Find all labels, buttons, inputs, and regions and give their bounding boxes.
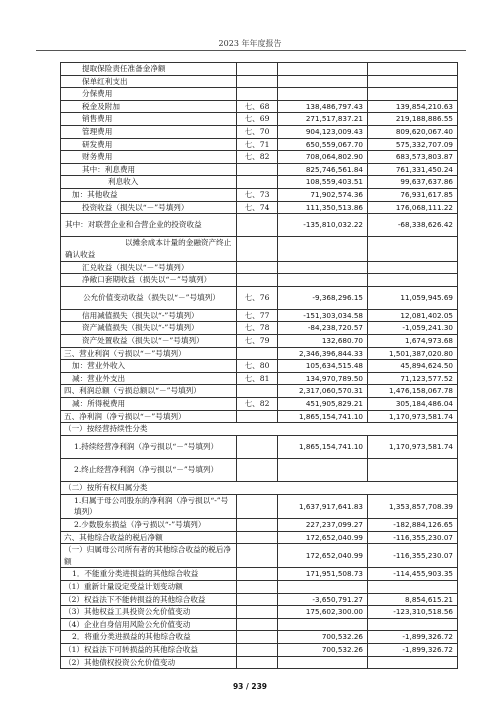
- row-current-amount: -151,303,034.58: [278, 309, 368, 322]
- row-item-label: 销售费用: [61, 113, 237, 126]
- row-item-label: 六、其他综合收益的税后净额: [61, 531, 237, 544]
- row-note-ref: [237, 518, 278, 531]
- row-item-label: （3）其他权益工具投资公允价值变动: [61, 606, 237, 619]
- row-prior-amount: [368, 261, 458, 274]
- table-row: [61, 347, 458, 360]
- row-item-label: 加：营业外收入: [61, 360, 237, 373]
- table-row: [61, 335, 458, 348]
- row-note-ref: [237, 631, 278, 644]
- row-item-label: 五、净利润（净亏损以“－”号填列）: [61, 410, 237, 423]
- row-prior-amount: 1,170,973,581.74: [368, 435, 458, 458]
- table-row: [61, 176, 458, 189]
- row-item-label: （4）企业自身信用风险公允价值变动: [61, 618, 237, 631]
- row-note-ref: 七、82: [237, 398, 278, 411]
- row-note-ref: 七、80: [237, 360, 278, 373]
- row-item-label: 以摊余成本计量的金融资产终止确认收益: [61, 237, 237, 261]
- row-prior-amount: [368, 237, 458, 261]
- row-item-label: 保单红利支出: [61, 75, 237, 88]
- row-note-ref: [237, 214, 278, 237]
- row-note-ref: [237, 494, 278, 518]
- row-item-label: 投资收益（损失以“－”号填列）: [61, 201, 237, 214]
- row-prior-amount: -114,455,903.35: [368, 568, 458, 581]
- row-prior-amount: [368, 656, 458, 669]
- row-current-amount: 451,905,829.21: [278, 398, 368, 411]
- row-item-label: （1）重新计量设定受益计划变动额: [61, 580, 237, 593]
- income-statement-table: [60, 62, 458, 669]
- row-item-label: 财务费用: [61, 151, 237, 164]
- row-item-label: 2.终止经营净利润（净亏损以“－”号填列）: [61, 459, 237, 482]
- row-note-ref: [237, 347, 278, 360]
- table-row: [61, 518, 458, 531]
- table-row: [61, 372, 458, 385]
- row-prior-amount: 99,637,637.86: [368, 176, 458, 189]
- row-current-amount: 172,652,040.99: [278, 544, 368, 568]
- row-current-amount: [278, 261, 368, 274]
- row-current-amount: -9,368,296.15: [278, 286, 368, 309]
- row-note-ref: 七、70: [237, 125, 278, 138]
- row-note-ref: 七、74: [237, 201, 278, 214]
- row-item-label: 减：营业外支出: [61, 372, 237, 385]
- row-note-ref: [237, 459, 278, 482]
- table-row: [61, 309, 458, 322]
- row-current-amount: [278, 656, 368, 669]
- table-row: [61, 100, 458, 113]
- row-current-amount: 825,746,561.84: [278, 163, 368, 176]
- row-current-amount: 132,680.70: [278, 335, 368, 348]
- row-item-label: 2.少数股东损益（净亏损以“-”号填列）: [61, 518, 237, 531]
- row-prior-amount: 76,931,617.85: [368, 188, 458, 201]
- table-row: [61, 261, 458, 274]
- income-statement-body: [61, 63, 458, 669]
- row-item-label: 研发费用: [61, 138, 237, 151]
- table-row: [61, 63, 458, 76]
- row-current-amount: 1,637,917,641.83: [278, 494, 368, 518]
- row-current-amount: 134,970,789.50: [278, 372, 368, 385]
- row-item-label: 管理费用: [61, 125, 237, 138]
- row-item-label: 1.归属于母公司股东的净利润（净亏损以“-”号填列）: [61, 494, 237, 518]
- table-row: [61, 125, 458, 138]
- table-row: [61, 88, 458, 101]
- row-prior-amount: [368, 75, 458, 88]
- row-current-amount: [278, 618, 368, 631]
- row-item-label: （2）权益法下不能转损益的其他综合收益: [61, 593, 237, 606]
- row-note-ref: [237, 163, 278, 176]
- row-item-label: 税金及附加: [61, 100, 237, 113]
- row-prior-amount: 11,059,945.69: [368, 286, 458, 309]
- row-note-ref: [237, 531, 278, 544]
- row-current-amount: 271,517,837.21: [278, 113, 368, 126]
- row-current-amount: 111,350,513.86: [278, 201, 368, 214]
- table-row: [61, 631, 458, 644]
- row-current-amount: 138,486,797.43: [278, 100, 368, 113]
- row-current-amount: [278, 274, 368, 287]
- row-item-label: 其中：利息费用: [61, 163, 237, 176]
- table-row: [61, 201, 458, 214]
- row-current-amount: 108,559,403.51: [278, 176, 368, 189]
- row-prior-amount: 809,620,067.40: [368, 125, 458, 138]
- row-prior-amount: 139,854,210.63: [368, 100, 458, 113]
- row-item-label: 三、营业利润（亏损以“－”号填列）: [61, 347, 237, 360]
- row-item-label: 2．将重分类进损益的其他综合收益: [61, 631, 237, 644]
- row-note-ref: [237, 593, 278, 606]
- row-note-ref: [237, 176, 278, 189]
- row-note-ref: 七、71: [237, 138, 278, 151]
- row-item-label: （一）归属母公司所有者的其他综合收益的税后净额: [61, 544, 237, 568]
- row-prior-amount: 8,854,615.21: [368, 593, 458, 606]
- table-row: [61, 435, 458, 458]
- row-current-amount: [278, 75, 368, 88]
- row-prior-amount: [368, 88, 458, 101]
- report-header-title: 2023 年年度报告: [218, 39, 282, 48]
- row-current-amount: 1,865,154,741.10: [278, 410, 368, 423]
- row-item-label: 汇兑收益（损失以“－”号填列）: [61, 261, 237, 274]
- row-item-label: 利息收入: [61, 176, 237, 189]
- row-note-ref: 七、77: [237, 309, 278, 322]
- row-current-amount: 700,532.26: [278, 631, 368, 644]
- row-item-label: （一）按经营持续性分类: [61, 423, 458, 436]
- row-current-amount: 708,064,802.90: [278, 151, 368, 164]
- row-prior-amount: 219,188,886.55: [368, 113, 458, 126]
- row-note-ref: 七、78: [237, 322, 278, 335]
- row-item-label: 资产处置收益（损失以“－”号填列）: [61, 335, 237, 348]
- row-current-amount: 2,317,060,570.31: [278, 385, 368, 398]
- table-row: [61, 138, 458, 151]
- table-row: [61, 643, 458, 656]
- table-row: [61, 237, 458, 261]
- row-prior-amount: 1,674,973.68: [368, 335, 458, 348]
- row-note-ref: [237, 435, 278, 458]
- table-row: [61, 322, 458, 335]
- row-current-amount: 105,634,515.48: [278, 360, 368, 373]
- row-current-amount: 650,559,067.70: [278, 138, 368, 151]
- row-current-amount: 1,865,154,741.10: [278, 435, 368, 458]
- row-note-ref: [237, 568, 278, 581]
- row-note-ref: [237, 580, 278, 593]
- table-row: [61, 482, 458, 495]
- row-prior-amount: 305,184,486.04: [368, 398, 458, 411]
- table-row: [61, 568, 458, 581]
- row-current-amount: 2,346,396,844.33: [278, 347, 368, 360]
- table-row: [61, 606, 458, 619]
- row-item-label: 减：所得税费用: [61, 398, 237, 411]
- row-item-label: 分保费用: [61, 88, 237, 101]
- table-row: [61, 75, 458, 88]
- table-row: [61, 593, 458, 606]
- row-prior-amount: 683,573,803.87: [368, 151, 458, 164]
- row-note-ref: 七、73: [237, 188, 278, 201]
- table-row: [61, 113, 458, 126]
- row-current-amount: 71,902,574.36: [278, 188, 368, 201]
- row-prior-amount: -123,310,518.56: [368, 606, 458, 619]
- row-item-label: 1.持续经营净利润（净亏损以“－”号填列）: [61, 435, 237, 458]
- row-prior-amount: -116,355,230.07: [368, 531, 458, 544]
- row-prior-amount: [368, 459, 458, 482]
- table-row: [61, 151, 458, 164]
- row-note-ref: 七、82: [237, 151, 278, 164]
- row-item-label: 信用减值损失（损失以“-”号填列）: [61, 309, 237, 322]
- row-current-amount: 175,602,300.00: [278, 606, 368, 619]
- row-current-amount: 172,652,040.99: [278, 531, 368, 544]
- row-item-label: 提取保险责任准备金净额: [61, 63, 237, 76]
- row-item-label: 四、利润总额（亏损总额以“－”号填列）: [61, 385, 237, 398]
- row-note-ref: 七、81: [237, 372, 278, 385]
- row-prior-amount: [368, 618, 458, 631]
- row-prior-amount: 12,081,402.05: [368, 309, 458, 322]
- row-prior-amount: 761,331,450.24: [368, 163, 458, 176]
- row-item-label: 其中：对联营企业和合营企业的投资收益: [61, 214, 237, 237]
- row-note-ref: [237, 544, 278, 568]
- row-prior-amount: -1,899,326.72: [368, 643, 458, 656]
- row-note-ref: [237, 237, 278, 261]
- table-row: [61, 531, 458, 544]
- table-row: [61, 274, 458, 287]
- row-item-label: 资产减值损失（损失以“-”号填列）: [61, 322, 237, 335]
- row-prior-amount: -116,355,230.07: [368, 544, 458, 568]
- row-current-amount: 227,237,099.27: [278, 518, 368, 531]
- table-row: [61, 459, 458, 482]
- row-prior-amount: -1,899,326.72: [368, 631, 458, 644]
- row-note-ref: [237, 261, 278, 274]
- row-current-amount: -84,238,720.57: [278, 322, 368, 335]
- table-row: [61, 163, 458, 176]
- row-prior-amount: -68,338,626.42: [368, 214, 458, 237]
- row-item-label: 加：其他收益: [61, 188, 237, 201]
- row-prior-amount: [368, 63, 458, 76]
- header-divider: [36, 50, 466, 51]
- row-note-ref: [237, 88, 278, 101]
- row-note-ref: [237, 410, 278, 423]
- row-prior-amount: 1,501,387,020.80: [368, 347, 458, 360]
- row-current-amount: 904,123,009.43: [278, 125, 368, 138]
- table-row: [61, 544, 458, 568]
- row-note-ref: [237, 656, 278, 669]
- row-prior-amount: -182,884,126.65: [368, 518, 458, 531]
- row-note-ref: [237, 385, 278, 398]
- table-row: [61, 580, 458, 593]
- table-row: [61, 618, 458, 631]
- row-prior-amount: 176,068,111.22: [368, 201, 458, 214]
- row-note-ref: [237, 274, 278, 287]
- row-note-ref: [237, 75, 278, 88]
- row-current-amount: 700,532.26: [278, 643, 368, 656]
- page-number: 93 / 239: [232, 682, 268, 691]
- table-row: [61, 360, 458, 373]
- row-prior-amount: [368, 580, 458, 593]
- row-note-ref: 七、76: [237, 286, 278, 309]
- table-row: [61, 385, 458, 398]
- row-prior-amount: 45,894,624.50: [368, 360, 458, 373]
- row-note-ref: [237, 606, 278, 619]
- row-current-amount: [278, 237, 368, 261]
- row-note-ref: 七、68: [237, 100, 278, 113]
- row-current-amount: -135,810,032.22: [278, 214, 368, 237]
- row-item-label: 净敞口套期收益（损失以“－”号填列）: [61, 274, 237, 287]
- row-note-ref: 七、79: [237, 335, 278, 348]
- row-item-label: （二）按所有权归属分类: [61, 482, 458, 495]
- row-item-label: （1）权益法下可转损益的其他综合收益: [61, 643, 237, 656]
- row-prior-amount: -1,059,241.30: [368, 322, 458, 335]
- table-row: [61, 214, 458, 237]
- row-prior-amount: [368, 274, 458, 287]
- row-current-amount: [278, 459, 368, 482]
- row-current-amount: [278, 88, 368, 101]
- table-row: [61, 494, 458, 518]
- row-prior-amount: 1,476,158,067.78: [368, 385, 458, 398]
- row-current-amount: [278, 63, 368, 76]
- row-prior-amount: 1,170,973,581.74: [368, 410, 458, 423]
- row-item-label: 公允价值变动收益（损失以“－”号填列）: [61, 286, 237, 309]
- row-prior-amount: 1,353,857,708.39: [368, 494, 458, 518]
- table-row: [61, 188, 458, 201]
- table-row: [61, 398, 458, 411]
- row-note-ref: [237, 618, 278, 631]
- row-current-amount: [278, 580, 368, 593]
- row-current-amount: 171,951,508.73: [278, 568, 368, 581]
- row-note-ref: 七、69: [237, 113, 278, 126]
- row-prior-amount: 575,332,707.09: [368, 138, 458, 151]
- row-item-label: （2）其他债权投资公允价值变动: [61, 656, 237, 669]
- row-note-ref: [237, 643, 278, 656]
- row-item-label: 1．不能重分类进损益的其他综合收益: [61, 568, 237, 581]
- row-note-ref: [237, 63, 278, 76]
- table-row: [61, 410, 458, 423]
- table-row: [61, 423, 458, 436]
- table-row: [61, 286, 458, 309]
- table-row: [61, 656, 458, 669]
- row-current-amount: -3,650,791.27: [278, 593, 368, 606]
- row-prior-amount: 71,123,577.52: [368, 372, 458, 385]
